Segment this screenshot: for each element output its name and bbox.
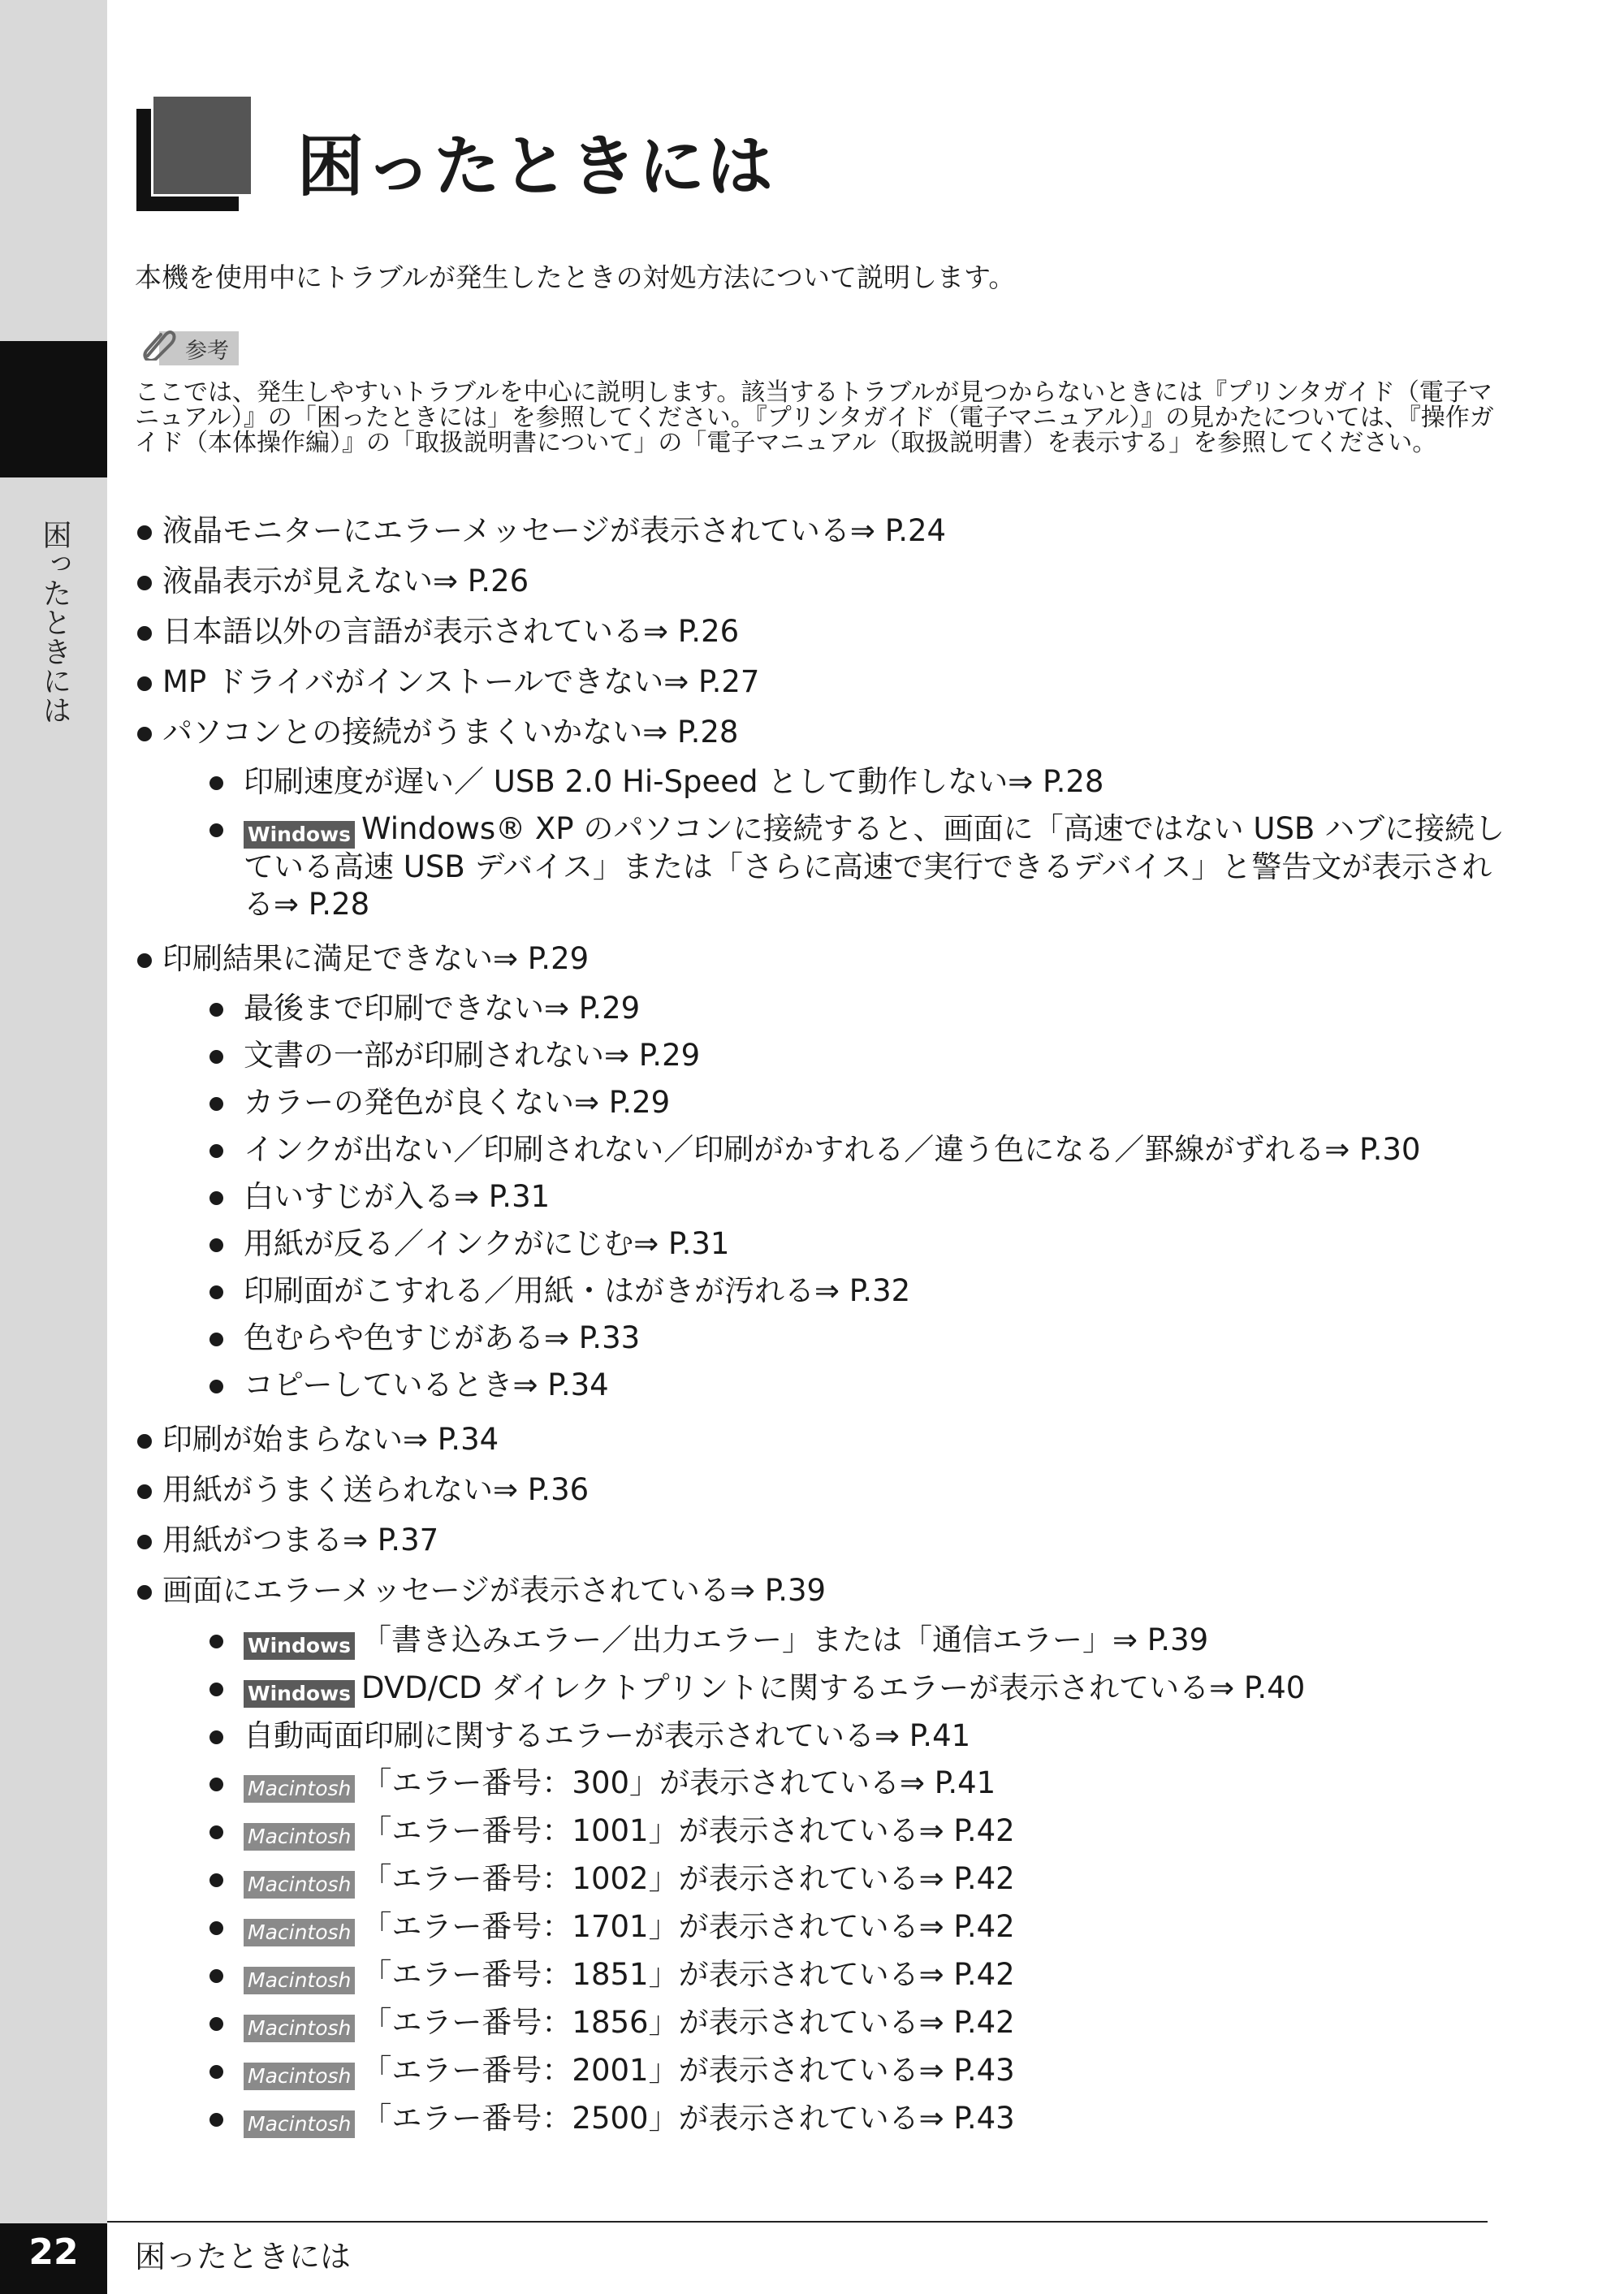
bullet-icon xyxy=(209,1380,223,1393)
bullet-icon xyxy=(209,1730,223,1744)
list-item-text: 用紙がうまく送られない⇒ P.36 xyxy=(162,1472,590,1507)
sub-list-item-text: 「エラー番号：2500」が表示されている⇒ P.43 xyxy=(361,2101,1015,2136)
sub-list-item-text: カラーの発色が良くない⇒ P.29 xyxy=(244,1085,671,1120)
list-item-text: 画面にエラーメッセージが表示されている⇒ P.39 xyxy=(162,1573,827,1608)
windows-badge-icon: Windows xyxy=(244,1680,355,1708)
title-square-icon xyxy=(136,94,253,211)
bullet-icon xyxy=(209,1969,223,1983)
troubleshooting-list xyxy=(135,512,1515,2154)
sub-list-item-text: 自動両面印刷に関するエラーが表示されている⇒ P.41 xyxy=(244,1718,971,1753)
bullet-icon xyxy=(137,1484,152,1499)
sub-list-item-text: Windows® XP のパソコンに接続すると、画面に「高速ではない USB ハブに接続している高速 USB デバイス」または「さらに高速で実行できるデバイス」と警告文が表示される⇒ P.28 xyxy=(244,811,1505,922)
bullet-icon xyxy=(137,1434,152,1449)
list-item-text: パソコンとの接続がうまくいかない⇒ P.28 xyxy=(162,715,739,750)
sub-list-item xyxy=(135,1225,1515,1263)
sub-list-item xyxy=(135,2004,1515,2042)
sub-list-item-text: 色むらや色すじがある⇒ P.33 xyxy=(244,1320,641,1355)
list-item xyxy=(135,612,1515,651)
bullet-icon xyxy=(209,2113,223,2127)
sub-list-item xyxy=(135,1272,1515,1310)
sub-list-item xyxy=(135,1320,1515,1357)
sub-list-item-text: 「エラー番号：1856」が表示されている⇒ P.42 xyxy=(361,2005,1015,2040)
page-number: 22 xyxy=(28,2231,79,2273)
bullet-icon xyxy=(137,525,152,540)
bullet-icon xyxy=(209,1825,223,1839)
list-item-text: MP ドライバがインストールできない⇒ P.27 xyxy=(162,664,760,699)
sub-list-item xyxy=(135,1717,1515,1755)
macintosh-badge-icon: Macintosh xyxy=(244,2110,355,2138)
bullet-icon xyxy=(209,1778,223,1791)
bullet-icon xyxy=(137,1535,152,1549)
sub-list-item xyxy=(135,1178,1515,1216)
sub-list-item-text: 「エラー番号：1851」が表示されている⇒ P.42 xyxy=(361,1957,1015,1992)
macintosh-badge-icon: Macintosh xyxy=(244,1775,355,1803)
bullet-icon xyxy=(137,1585,152,1600)
page-title: 困ったときには xyxy=(297,128,775,205)
list-item xyxy=(135,1521,1515,1560)
bullet-icon xyxy=(209,1921,223,1935)
sub-list-item xyxy=(135,1765,1515,1803)
bullet-icon xyxy=(209,1097,223,1111)
list-item xyxy=(135,663,1515,702)
sub-list-item-text: 白いすじが入る⇒ P.31 xyxy=(244,1179,551,1214)
sub-list-item-text: 「エラー番号：1002」が表示されている⇒ P.42 xyxy=(361,1861,1015,1896)
list-item-text: 液晶モニターにエラーメッセージが表示されている⇒ P.24 xyxy=(162,513,947,548)
bullet-icon xyxy=(137,727,152,741)
macintosh-badge-icon: Macintosh xyxy=(244,1823,355,1851)
list-item-text: 印刷結果に満足できない⇒ P.29 xyxy=(162,941,590,976)
sub-list-item-text: 「書き込みエラー／出力エラー」または「通信エラー」⇒ P.39 xyxy=(361,1622,1209,1657)
sub-list-item xyxy=(135,1956,1515,1994)
list-item xyxy=(135,940,1515,979)
bullet-icon xyxy=(209,1333,223,1346)
bullet-icon xyxy=(209,823,223,837)
sub-list-item xyxy=(135,810,1515,923)
bullet-icon xyxy=(209,2065,223,2079)
macintosh-badge-icon: Macintosh xyxy=(244,2063,355,2090)
bullet-icon xyxy=(137,953,152,968)
bullet-icon xyxy=(209,1238,223,1252)
list-item xyxy=(135,1420,1515,1459)
sub-list-item-text: 文書の一部が印刷されない⇒ P.29 xyxy=(244,1038,701,1073)
list-item xyxy=(135,562,1515,601)
bullet-icon xyxy=(137,676,152,691)
list-item-text: 日本語以外の言語が表示されている⇒ P.26 xyxy=(162,614,740,649)
list-item-text: 印刷が始まらない⇒ P.34 xyxy=(162,1422,499,1457)
intro-text: 本機を使用中にトラブルが発生したときの対処方法について説明します。 xyxy=(135,261,1016,293)
bullet-icon xyxy=(209,1683,223,1696)
sub-list-item xyxy=(135,990,1515,1027)
sub-list-item xyxy=(135,763,1515,801)
paperclip-icon xyxy=(136,328,177,361)
footer-title: 困ったときには xyxy=(135,2239,352,2275)
windows-badge-icon: Windows xyxy=(244,1632,355,1660)
macintosh-badge-icon: Macintosh xyxy=(244,1967,355,1994)
sub-list-item-text: DVD/CD ダイレクトプリントに関するエラーが表示されている⇒ P.40 xyxy=(361,1670,1306,1705)
windows-badge-icon: Windows xyxy=(244,821,355,849)
sub-list-item xyxy=(135,1812,1515,1851)
macintosh-badge-icon: Macintosh xyxy=(244,1871,355,1899)
list-item xyxy=(135,512,1515,551)
sub-list-item-text: 「エラー番号：300」が表示されている⇒ P.41 xyxy=(361,1765,996,1800)
list-item xyxy=(135,1471,1515,1510)
bullet-icon xyxy=(209,1144,223,1158)
bullet-icon xyxy=(209,2017,223,2031)
sub-list-item-text: 「エラー番号：1701」が表示されている⇒ P.42 xyxy=(361,1909,1015,1944)
sub-list-item xyxy=(135,1367,1515,1404)
list-item xyxy=(135,713,1515,752)
sub-list-item-text: 「エラー番号：2001」が表示されている⇒ P.43 xyxy=(361,2053,1015,2088)
sidebar-section-label: 困ったときには xyxy=(38,520,71,724)
sub-list-item xyxy=(135,1131,1515,1169)
sub-list-item-text: インクが出ない／印刷されない／印刷がかすれる／違う色になる／罫線がずれる⇒ P.30 xyxy=(244,1132,1421,1167)
sub-list-item-text: 印刷面がこすれる／用紙・はがきが汚れる⇒ P.32 xyxy=(244,1273,911,1308)
bullet-icon xyxy=(137,626,152,641)
bullet-icon xyxy=(137,576,152,590)
sub-list-item-text: 「エラー番号：1001」が表示されている⇒ P.42 xyxy=(361,1813,1015,1848)
sub-list-item xyxy=(135,1084,1515,1121)
macintosh-badge-icon: Macintosh xyxy=(244,2015,355,2042)
sidebar-tab-marker xyxy=(0,341,107,477)
footer-rule xyxy=(107,2221,1488,2223)
bullet-icon xyxy=(209,1003,223,1017)
sub-list-item xyxy=(135,1860,1515,1899)
list-item xyxy=(135,1571,1515,1610)
note-label: 参考 xyxy=(185,339,229,364)
sub-list-item xyxy=(135,1622,1515,1660)
list-item-text: 用紙がつまる⇒ P.37 xyxy=(162,1523,439,1557)
macintosh-badge-icon: Macintosh xyxy=(244,1919,355,1946)
sub-list-item-text: 最後まで印刷できない⇒ P.29 xyxy=(244,991,641,1026)
sub-list-item xyxy=(135,1037,1515,1074)
bullet-icon xyxy=(209,1191,223,1205)
bullet-icon xyxy=(209,1285,223,1299)
sub-list-item-text: 印刷速度が遅い／ USB 2.0 Hi-Speed として動作しない⇒ P.28 xyxy=(244,764,1104,799)
note-badge xyxy=(135,323,239,370)
sub-list-item-text: 用紙が反る／インクがにじむ⇒ P.31 xyxy=(244,1226,730,1261)
bullet-icon xyxy=(209,1050,223,1064)
note-text: ここでは、発生しやすいトラブルを中心に説明します。該当するトラブルが見つからないときには『プリンタガイド（電子マニュアル）』の「困ったときには」を参照してください。『プリンタガイド（電子マニュアル）』の見かたについては、『操作ガイド（本体操作編）』の「取扱説明書について」の「電子マニュアル（取扱説明書）を表示する」を参照してください。 xyxy=(135,378,1494,457)
bullet-icon xyxy=(209,1873,223,1887)
list-item-text: 液晶表示が見えない⇒ P.26 xyxy=(162,564,529,598)
sub-list-item-text: コピーしているとき⇒ P.34 xyxy=(244,1367,609,1402)
sub-list-item xyxy=(135,2100,1515,2138)
sub-list-item xyxy=(135,1670,1515,1708)
bullet-icon xyxy=(209,776,223,790)
sub-list-item xyxy=(135,1908,1515,1946)
bullet-icon xyxy=(209,1635,223,1648)
sub-list-item xyxy=(135,2052,1515,2090)
